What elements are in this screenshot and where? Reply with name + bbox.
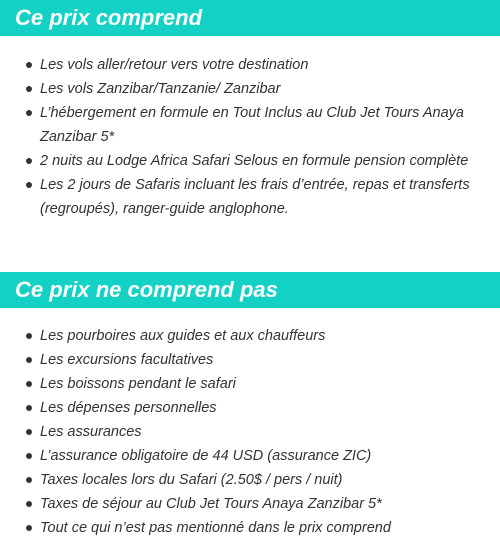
excludes-item-text: Taxes de séjour au Club Jet Tours Anaya Zanzibar 5* bbox=[40, 496, 382, 512]
includes-item bbox=[0, 77, 500, 101]
bullet-icon bbox=[26, 182, 32, 188]
bullet-icon bbox=[26, 525, 32, 531]
bullet-icon bbox=[26, 453, 32, 459]
includes-item-text: L’hébergement en formule en Tout Inclus au Club Jet Tours Anaya Zanzibar 5* bbox=[40, 105, 464, 145]
includes-item-text: Les vols Zanzibar/Tanzanie/ Zanzibar bbox=[40, 81, 281, 97]
excludes-item bbox=[0, 372, 500, 396]
excludes-item-text: Les pourboires aux guides et aux chauffeurs bbox=[40, 328, 326, 344]
bullet-icon bbox=[26, 110, 32, 116]
excludes-item-text: L’assurance obligatoire de 44 USD (assurance ZIC) bbox=[40, 448, 372, 464]
excludes-item bbox=[0, 420, 500, 444]
bullet-icon bbox=[26, 381, 32, 387]
excludes-title: Ce prix ne comprend pas bbox=[0, 272, 500, 308]
excludes-item-text: Les assurances bbox=[40, 424, 142, 440]
excludes-item bbox=[0, 516, 500, 540]
excludes-item bbox=[0, 324, 500, 348]
excludes-item-text: Taxes locales lors du Safari (2.50$ / pers / nuit) bbox=[40, 472, 343, 488]
includes-list bbox=[0, 53, 500, 221]
excludes-item bbox=[0, 444, 500, 468]
includes-item bbox=[0, 101, 500, 149]
bullet-icon bbox=[26, 158, 32, 164]
includes-item-text: Les 2 jours de Safaris incluant les frais d’entrée, repas et transferts (regroupés), ranger-guide anglophone. bbox=[40, 177, 470, 217]
bullet-icon bbox=[26, 62, 32, 68]
includes-item bbox=[0, 53, 500, 77]
bullet-icon bbox=[26, 357, 32, 363]
excludes-item bbox=[0, 492, 500, 516]
bullet-icon bbox=[26, 477, 32, 483]
excludes-item-text: Les excursions facultatives bbox=[40, 352, 214, 368]
excludes-item-text: Les dépenses personnelles bbox=[40, 400, 217, 416]
bullet-icon bbox=[26, 405, 32, 411]
includes-item-text: 2 nuits au Lodge Africa Safari Selous en formule pension complète bbox=[40, 153, 469, 169]
excludes-item bbox=[0, 348, 500, 372]
bullet-icon bbox=[26, 86, 32, 92]
includes-title: Ce prix comprend bbox=[0, 0, 500, 36]
includes-item-text: Les vols aller/retour vers votre destination bbox=[40, 57, 309, 73]
bullet-icon bbox=[26, 333, 32, 339]
bullet-icon bbox=[26, 501, 32, 507]
bullet-icon bbox=[26, 429, 32, 435]
excludes-item-text: Tout ce qui n’est pas mentionné dans le prix comprend bbox=[40, 520, 391, 536]
excludes-item-text: Les boissons pendant le safari bbox=[40, 376, 236, 392]
includes-item bbox=[0, 149, 500, 173]
includes-item bbox=[0, 173, 500, 221]
excludes-item bbox=[0, 396, 500, 420]
excludes-item bbox=[0, 468, 500, 492]
excludes-list bbox=[0, 324, 500, 540]
